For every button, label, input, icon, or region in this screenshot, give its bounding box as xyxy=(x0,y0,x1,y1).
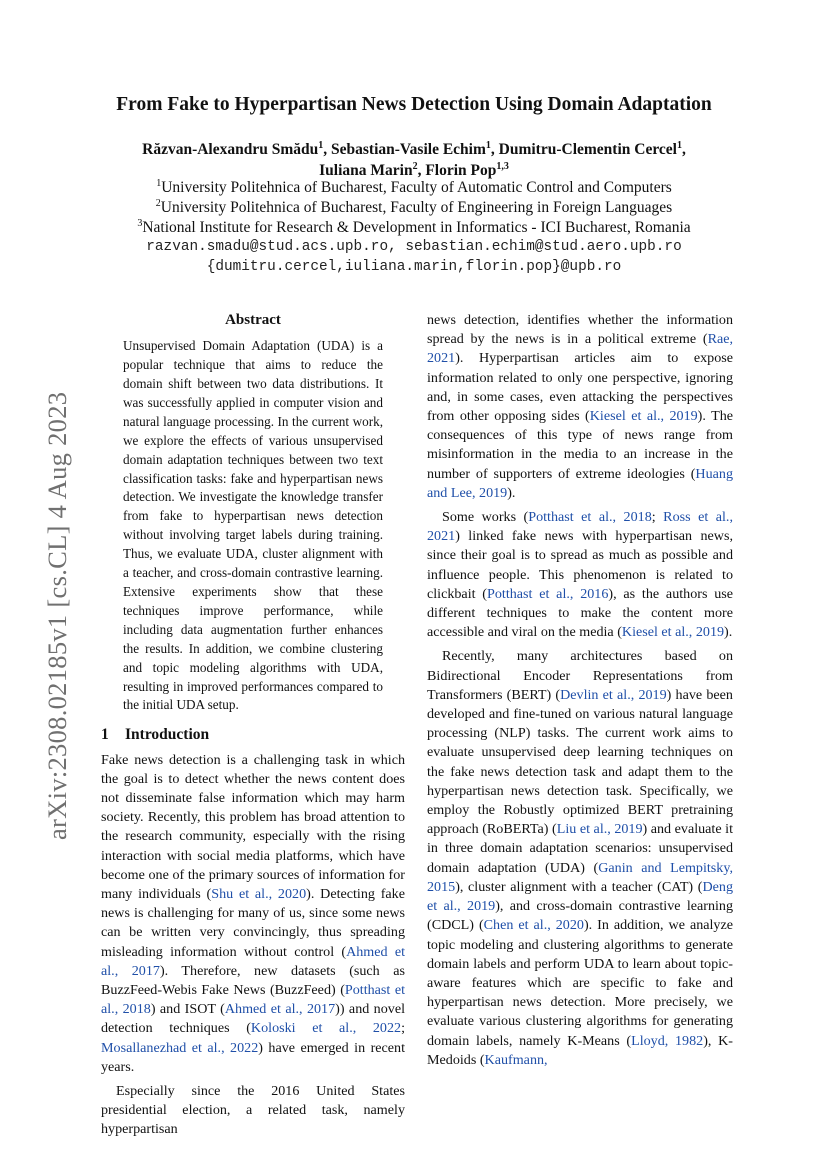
affiliation-text: University Politehnica of Bucharest, Faculty of Automatic Control and Computers xyxy=(161,179,672,196)
affiliation xyxy=(0,198,828,218)
author-name: Sebastian-Vasile Echim xyxy=(331,141,486,158)
affiliation-text: University Politehnica of Bucharest, Faculty of Engineering in Foreign Languages xyxy=(160,199,673,216)
paragraph-text: ). In addition, we analyze topic modeling and clustering algorithms to generate domain labels and perform UDA to learn about topic-aware features which are specific to fake and hyperpartisan news detection. More precisely, we evaluate various clustering algorithms for generating domain labels, namely K-Means ( xyxy=(427,917,733,1049)
author-name: Dumitru-Clementin Cercel xyxy=(498,141,677,158)
author-sup: 1 xyxy=(318,140,324,151)
paragraph-text: ). Hyperpartisan articles aim to expose information related to only one perspective, ignoring and, in some cases, even attacking the perspectives from other opposing sides ( xyxy=(427,350,733,425)
paragraph-text: ), cluster alignment with a teacher (CAT) ( xyxy=(455,878,703,895)
citation-link[interactable]: Deng et al., 2019 xyxy=(427,878,733,915)
citation-link[interactable]: Potthast et al., 2016 xyxy=(487,585,609,602)
paragraph-text: ), K-Medoids ( xyxy=(427,1032,733,1068)
author-list: Răzvan-Alexandru Smădu$^1$, Sebastian-Vasile Echim$^1$, Dumitru-Clementin Cercel$^1$, Iuliana Marin$^2$, Florin Pop$^{1,3}$ xyxy=(142,140,686,179)
citation-link[interactable]: Kiesel et al., 2019 xyxy=(589,408,698,425)
paragraph-text: ) and ISOT ( xyxy=(150,1001,225,1018)
paragraph-text: ; xyxy=(401,1020,405,1037)
author-sup: 1 xyxy=(677,140,682,151)
paragraph-text: ; xyxy=(651,509,664,526)
paragraph xyxy=(101,751,405,1077)
citation-link[interactable]: Ganin and Lempitsky, 2015 xyxy=(427,859,733,895)
citation-link[interactable]: Ahmed et al., 2017 xyxy=(224,1001,336,1018)
arxiv-identifier-text: arXiv:2308.02185v1 [cs.CL] 4 Aug 2023 xyxy=(42,391,72,840)
affiliation-sup: 1 xyxy=(156,178,162,189)
paragraph-text: ). Detecting fake news is challenging for many of us, since some news can be written very convincingly, thus spreading misleading information without control ( xyxy=(101,885,405,960)
paragraph xyxy=(427,508,733,642)
paragraph-text: Especially since the 2016 United States presidential election, a related task, namely hyperpartisan xyxy=(101,1082,405,1138)
abstract-text: Unsupervised Domain Adaptation (UDA) is a popular technique that aims to reduce the domain shift between two data distributions. It was successfully applied in computer vision and natural language processing. In the current work, we explore the effects of various unsupervised domain adaptation techniques between two text classification tasks: fake and hyperpartisan news detection. We investigate the knowledge transfer from fake to hyperpartisan news detection without involving target labels during training. Thus, we evaluate UDA, cluster alignment with a teacher, and cross-domain contrastive learning. Extensive experiments show that these techniques improve performance, while including data augmentation further enhances the results. In addition, we combine clustering and topic modeling algorithms with UDA, resulting in improved performances compared to the initial UDA setup. xyxy=(123,338,383,713)
paragraph xyxy=(427,647,733,1069)
paragraph-text: Some works ( xyxy=(442,509,529,526)
citation-link[interactable]: Potthast et al., 2018 xyxy=(528,509,652,526)
paragraph-text: ), and cross-domain contrastive learning (CDCL) ( xyxy=(427,898,733,934)
author-sup: 2 xyxy=(412,161,418,172)
citation-link[interactable]: Kiesel et al., 2019 xyxy=(621,624,725,641)
right-column xyxy=(427,311,733,1070)
citation-link[interactable]: Potthast et al., 2018 xyxy=(101,981,405,1018)
author-name: Răzvan-Alexandru Smădu xyxy=(142,141,319,158)
affiliation-sup: 3 xyxy=(137,218,143,229)
citation-link[interactable]: Devlin et al., 2019 xyxy=(560,686,667,703)
paragraph xyxy=(427,311,733,503)
affiliation-text: National Institute for Research & Development in Informatics - ICI Bucharest, Romania xyxy=(142,219,691,236)
paragraph-text: ). Therefore, new datasets (such as BuzzFeed-Webis Fake News (BuzzFeed) ( xyxy=(101,962,405,998)
section-heading xyxy=(101,725,405,744)
citation-link[interactable]: Rae, 2021 xyxy=(427,331,733,367)
affiliation xyxy=(0,178,828,198)
left-column xyxy=(101,311,405,1140)
paragraph xyxy=(101,1082,405,1140)
email-line: razvan.smadu@stud.acs.upb.ro, sebastian.echim@stud.aero.upb.ro xyxy=(146,239,682,255)
citation-link[interactable]: Ross et al., 2021 xyxy=(427,509,733,545)
affiliation-sup: 2 xyxy=(155,198,161,209)
citation-link[interactable]: Huang and Lee, 2019 xyxy=(427,465,733,501)
citation-link[interactable]: Mosallanezhad et al., 2022 xyxy=(101,1039,259,1056)
paragraph-text: ). xyxy=(724,624,733,641)
author-name: Florin Pop xyxy=(425,162,497,179)
section-title: Introduction xyxy=(125,726,210,744)
paper-title: From Fake to Hyperpartisan News Detection Using Domain Adaptation xyxy=(116,94,712,115)
citation-link[interactable]: Koloski et al., 2022 xyxy=(250,1020,402,1037)
paragraph-text: ) have emerged in recent years. xyxy=(101,1039,405,1075)
paragraph-text: ). The consequences of this type of news range from misinformation in the media to an increase in the number of supporters of extreme ideologies ( xyxy=(427,408,733,482)
citation-link[interactable]: Shu et al., 2020 xyxy=(211,885,307,902)
paragraph-text: ) linked fake news with hyperpartisan news, since their goal is to spread as much as possible and influence people. This phenomenon is related to clickbait ( xyxy=(427,528,733,602)
email-line: {dumitru.cercel,iuliana.marin,florin.pop}@upb.ro xyxy=(206,259,622,275)
section-number: 1 xyxy=(101,726,109,744)
author-name: Iuliana Marin xyxy=(319,162,413,179)
paragraph-text: ) have been developed and fine-tuned on various natural language processing (NLP) tasks. The current work aims to evaluate unsupervised deep learning techniques on the fake news detection task and adapt them to the hyperpartisan news detection task. Specifically, we employ the Robustly optimized BERT pretraining approach (RoBERTa) ( xyxy=(427,686,733,838)
affiliation xyxy=(0,218,828,238)
paragraph-text: )) and novel detection techniques ( xyxy=(101,1001,405,1037)
author-sup: 1 xyxy=(485,140,491,151)
paragraph-text: Recently, many architectures based on Bidirectional Encoder Representations from Transformers (BERT) ( xyxy=(427,648,733,703)
paragraph-text: ) and evaluate it in three domain adaptation scenarios: unsupervised domain adaptation (UDA) ( xyxy=(427,821,733,876)
citation-link[interactable]: Chen et al., 2020 xyxy=(483,917,584,934)
author-sup: 1,3 xyxy=(496,161,509,172)
paragraph-text: news detection, identifies whether the information spread by the news is in a political extreme ( xyxy=(427,312,733,348)
abstract-heading: Abstract xyxy=(225,312,281,328)
paragraph-text: ), as the authors use different techniques to make the content more accessible and viral on the media ( xyxy=(427,585,733,641)
arxiv-identifier xyxy=(18,370,72,840)
paragraph-text: Fake news detection is a challenging task in which the goal is to detect whether the news content does not disseminate false information which may harm society. Recently, this problem has broad attention to the research community, especially with the rising interaction with social media platforms, which have become one of the primary sources of information for many individuals ( xyxy=(101,751,405,902)
citation-link[interactable]: Ahmed et al., 2017 xyxy=(101,943,405,979)
citation-link[interactable]: Liu et al., 2019 xyxy=(556,821,643,838)
citation-link[interactable]: Lloyd, 1982 xyxy=(631,1032,704,1049)
paragraph-text: ). xyxy=(507,484,516,501)
citation-link[interactable]: Kaufmann, xyxy=(484,1051,548,1068)
